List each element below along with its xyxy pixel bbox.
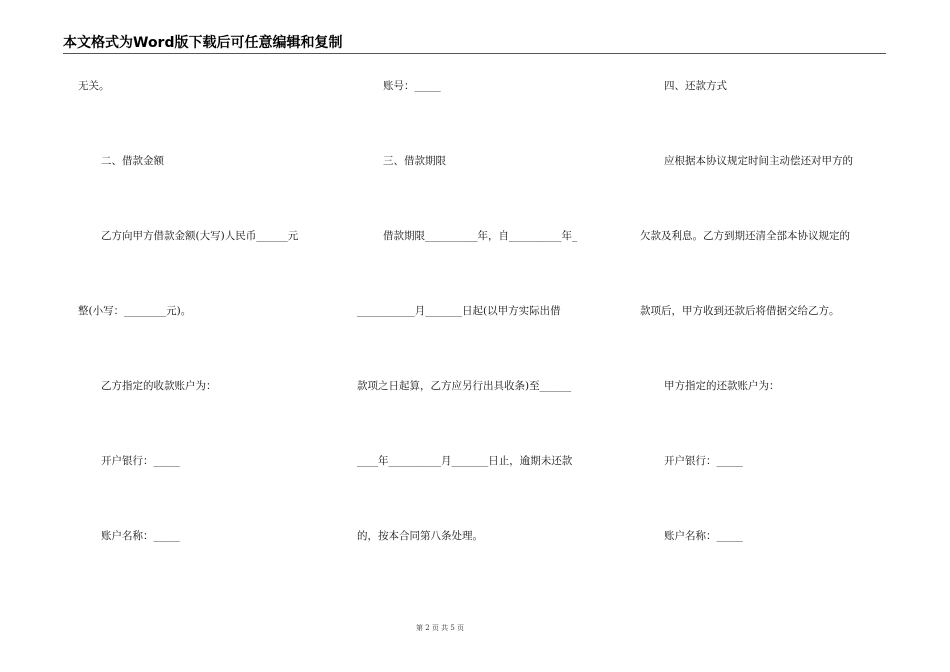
col1-heading-loan-amount: 二、借款金额 bbox=[101, 155, 164, 167]
col2-heading-loan-term: 三、借款期限 bbox=[383, 155, 446, 167]
col2-line-4: ___________月_______日起(以甲方实际出借 bbox=[357, 305, 561, 317]
col3-line-2: 应根据本协议规定时间主动偿还对甲方的 bbox=[664, 155, 853, 167]
col3-line-5: 甲方指定的还款账户为： bbox=[664, 380, 780, 392]
col1-line-6: 开户银行：_____ bbox=[101, 455, 180, 467]
document-header-title: 本文格式为Word版下载后可任意编辑和复制 bbox=[63, 35, 343, 51]
col3-heading-repayment: 四、还款方式 bbox=[664, 80, 727, 92]
col1-line-3: 乙方向甲方借款金额(大写)人民币______元 bbox=[101, 230, 299, 242]
col1-line-4: 整(小写：________元)。 bbox=[78, 305, 192, 317]
col2-line-5: 款项之日起算，乙方应另行出具收条)至______ bbox=[357, 380, 572, 392]
col2-line-6: ____年__________月_______日止，逾期未还款 bbox=[357, 455, 573, 467]
col1-line-1: 无关。 bbox=[78, 80, 110, 92]
col2-line-1: 账号：_____ bbox=[383, 80, 441, 92]
col3-line-6: 开户银行：_____ bbox=[664, 455, 743, 467]
col3-line-4: 款项后，甲方收到还款后将借据交给乙方。 bbox=[640, 305, 840, 317]
col2-line-3: 借款期限__________年，自__________年_ bbox=[383, 230, 578, 242]
page-number-footer: 第 2 页 共 5 页 bbox=[415, 624, 465, 632]
col3-line-3: 欠款及利息。乙方到期还清全部本协议规定的 bbox=[640, 230, 850, 242]
col1-line-7: 账户名称：_____ bbox=[101, 530, 180, 542]
col1-line-5: 乙方指定的收款账户为： bbox=[101, 380, 217, 392]
header-divider bbox=[63, 53, 886, 54]
col3-line-7: 账户名称：_____ bbox=[664, 530, 743, 542]
col2-line-7: 的，按本合同第八条处理。 bbox=[357, 530, 483, 542]
